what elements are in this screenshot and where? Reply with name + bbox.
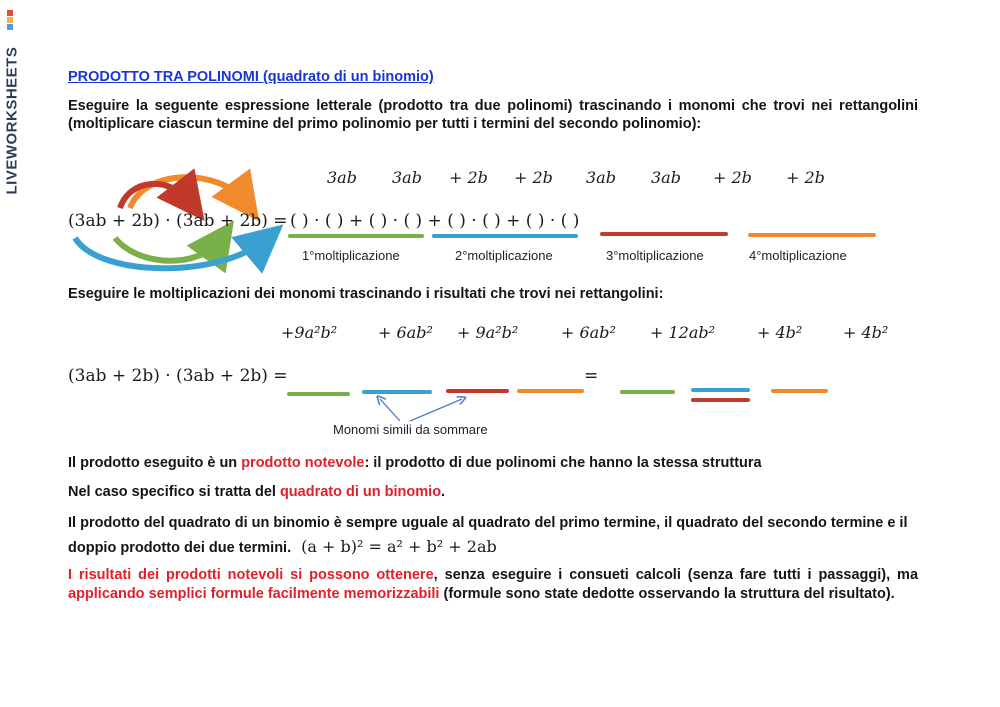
tile-9a2b2-1[interactable]: +9a²b²	[281, 323, 338, 342]
note-3-text: Il prodotto del quadrato di un binomio è sempre uguale al quadrato del primo termine, il quadrato del secondo termine e il doppio prodotto dei due termini.	[68, 515, 908, 556]
tile-3ab-1[interactable]: 3ab	[327, 168, 357, 187]
note-1-c: : il prodotto di due polinomi che hanno la stessa struttura	[364, 455, 762, 471]
drop-slot-4b[interactable]	[825, 210, 867, 232]
label-multiplication-4: 4°moltiplicazione	[749, 248, 847, 263]
drop-bar-blue-2[interactable]	[691, 388, 750, 392]
drop-slot-2b[interactable]	[525, 210, 567, 232]
drop-slot-3b[interactable]	[680, 210, 722, 232]
drop-bar-red-2[interactable]	[691, 398, 750, 402]
arrow-green	[115, 238, 220, 261]
drop-slot-1a[interactable]	[298, 210, 340, 232]
label-multiplication-1: 1°moltiplicazione	[302, 248, 400, 263]
note-2-a: Nel caso specifico si tratta del	[68, 484, 280, 500]
note-4	[68, 566, 918, 604]
note-4-b: , senza eseguire i consueti calcoli (senza fare tutti i passaggi), ma	[433, 567, 919, 583]
underline-blue	[432, 234, 578, 238]
tile-2b-1[interactable]: + 2b	[449, 168, 488, 187]
tile-6ab2-1[interactable]: + 6ab²	[378, 323, 433, 342]
label-multiplication-2: 2°moltiplicazione	[455, 248, 553, 263]
underline-green	[288, 234, 424, 238]
drop-bar-green-1[interactable]	[287, 392, 350, 396]
tile-4b2-1[interactable]: + 4b²	[757, 323, 803, 342]
note-4-highlight-2: applicando semplici formule facilmente memorizzabili	[68, 586, 440, 602]
expression-2-left: (3ab + 2b) · (3ab + 2b) =	[68, 366, 288, 386]
note-2	[68, 483, 445, 501]
drop-slot-2a[interactable]	[450, 210, 492, 232]
tile-3ab-4[interactable]: 3ab	[651, 168, 681, 187]
note-1-highlight: prodotto notevole	[241, 455, 365, 471]
note-4-d: (formule sono state dedotte osservando la struttura del risultato).	[439, 586, 895, 602]
underline-orange	[748, 233, 876, 237]
note-1	[68, 454, 762, 472]
instruction-2: Eseguire le moltiplicazioni dei monomi trascinando i risultati che trovi nei rettangolini:	[68, 286, 664, 302]
tile-2b-3[interactable]: + 2b	[713, 168, 752, 187]
similar-monomials-label: Monomi simili da sommare	[333, 422, 488, 437]
tile-3ab-3[interactable]: 3ab	[586, 168, 616, 187]
note-4-highlight-1: I risultati dei prodotti notevoli si possono ottenere	[68, 567, 434, 583]
tile-3ab-2[interactable]: 3ab	[392, 168, 422, 187]
intro-paragraph: Eseguire la seguente espressione letterale (prodotto tra due polinomi) trascinando i monomi che trovi nei rettangolini (moltiplicare ciascun termine del primo polinomio per tutti i termini del secondo polinomio):	[68, 98, 918, 132]
drop-slot-4a[interactable]	[760, 210, 802, 232]
page-title: PRODOTTO TRA POLINOMI (quadrato di un binomio)	[68, 69, 434, 85]
expression-1-slots: ( ) · ( ) + ( ) · ( ) + ( ) · ( ) + ( ) · ( )	[290, 211, 580, 231]
tile-12ab2[interactable]: + 12ab²	[650, 323, 716, 342]
drop-bar-green-2[interactable]	[620, 390, 675, 394]
brand-logo	[3, 5, 21, 200]
note-1-a: Il prodotto eseguito è un	[68, 455, 242, 471]
tile-2b-4[interactable]: + 2b	[786, 168, 825, 187]
note-2-highlight: quadrato di un binomio	[279, 484, 442, 500]
similar-monomials-arrows	[370, 393, 470, 425]
tile-2b-2[interactable]: + 2b	[514, 168, 553, 187]
tile-6ab2-2[interactable]: + 6ab²	[561, 323, 616, 342]
drop-slot-3a[interactable]	[610, 210, 652, 232]
note-3	[68, 512, 908, 560]
label-multiplication-3: 3°moltiplicazione	[606, 248, 704, 263]
brand-name: LIVEWORKSHEETS	[3, 46, 21, 195]
tile-9a2b2-2[interactable]: + 9a²b²	[457, 323, 519, 342]
note-2-c: .	[441, 484, 446, 500]
drop-slot-1b[interactable]	[370, 210, 412, 232]
binomial-square-formula: (a + b)² = a² + b² + 2ab	[301, 537, 497, 556]
drop-bar-orange-2[interactable]	[771, 389, 828, 393]
tile-4b2-2[interactable]: + 4b²	[843, 323, 889, 342]
drop-bar-orange-1[interactable]	[517, 389, 584, 393]
expression-2-equals: =	[584, 366, 599, 386]
underline-red	[600, 232, 728, 236]
expression-1-left: (3ab + 2b) · (3ab + 2b) =	[68, 211, 288, 231]
